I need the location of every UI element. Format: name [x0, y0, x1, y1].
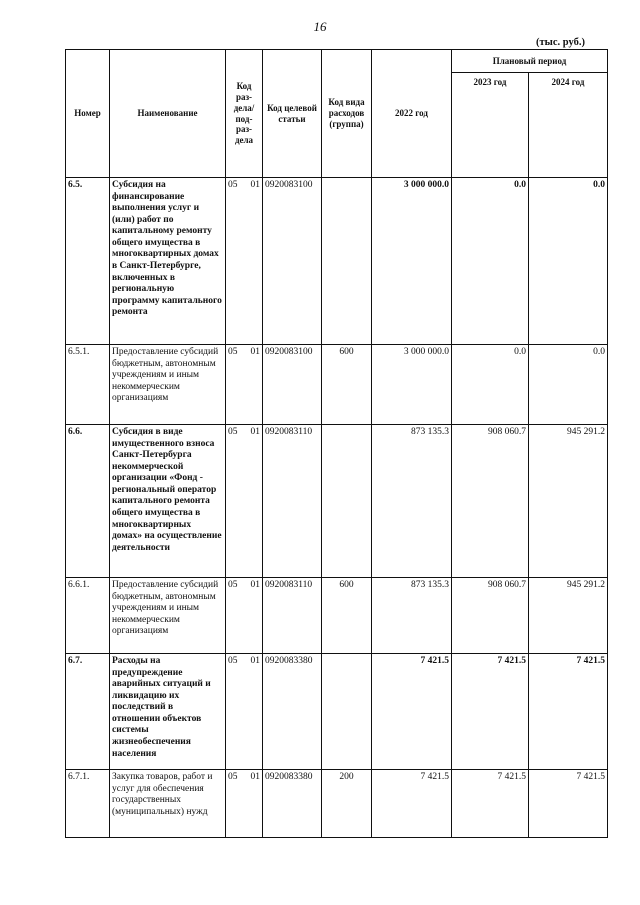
table-row	[66, 425, 608, 578]
header-row-top	[66, 50, 608, 73]
row-expense-type	[322, 178, 372, 345]
row-subsection: 01	[250, 580, 260, 590]
row-target-code: 0920083380	[263, 770, 322, 838]
row-target-code: 0920083380	[263, 654, 322, 770]
row-value-2022: 873 135.3	[372, 425, 452, 578]
row-value-2022: 3 000 000.0	[372, 178, 452, 345]
header-target-code: Код целевой статьи	[263, 50, 322, 178]
row-section: 05	[228, 180, 238, 190]
budget-table	[65, 49, 608, 838]
row-target-code: 0920083100	[263, 345, 322, 425]
table-row	[66, 345, 608, 425]
row-number: 6.7.1.	[66, 770, 110, 838]
row-section: 05	[228, 580, 238, 590]
row-number: 6.5.1.	[66, 345, 110, 425]
row-value-2024: 7 421.5	[529, 770, 608, 838]
row-expense-type: 600	[322, 578, 372, 654]
row-value-2022: 7 421.5	[372, 654, 452, 770]
row-value-2024: 0.0	[529, 345, 608, 425]
row-subsection: 01	[250, 180, 260, 190]
row-section-code	[226, 345, 263, 425]
row-section: 05	[228, 772, 238, 782]
row-value-2022: 873 135.3	[372, 578, 452, 654]
page-number: 16	[313, 19, 327, 34]
table-row	[66, 654, 608, 770]
row-expense-type	[322, 654, 372, 770]
row-subsection: 01	[250, 427, 260, 437]
row-target-code: 0920083110	[263, 425, 322, 578]
row-number: 6.5.	[66, 178, 110, 345]
row-value-2022: 3 000 000.0	[372, 345, 452, 425]
row-name: Закупка товаров, работ и услуг для обеспечения государственных (муниципальных) нужд	[110, 770, 226, 838]
header-planned-period: Плановый период	[452, 50, 608, 73]
row-value-2023: 0.0	[452, 345, 529, 425]
table-row	[66, 178, 608, 345]
row-value-2024: 945 291.2	[529, 425, 608, 578]
row-number: 6.6.	[66, 425, 110, 578]
header-name: Наименование	[110, 50, 226, 178]
row-expense-type	[322, 425, 372, 578]
units-label: (тыс. руб.)	[536, 37, 585, 48]
row-target-code: 0920083100	[263, 178, 322, 345]
row-target-code: 0920083110	[263, 578, 322, 654]
row-section: 05	[228, 427, 238, 437]
table-row	[66, 770, 608, 838]
header-number: Номер	[66, 50, 110, 178]
row-section-code	[226, 654, 263, 770]
row-section-code	[226, 178, 263, 345]
row-name: Предоставление субсидий бюджетным, автономным учреждениям и иным некоммерческим организациям	[110, 578, 226, 654]
row-value-2022: 7 421.5	[372, 770, 452, 838]
row-section: 05	[228, 656, 238, 666]
row-value-2024: 7 421.5	[529, 654, 608, 770]
row-value-2023: 0.0	[452, 178, 529, 345]
row-name: Расходы на предупреждение аварийных ситуаций и ликвидацию их последствий в отношении объектов системы жизнеобеспечения населения	[110, 654, 226, 770]
row-value-2023: 7 421.5	[452, 770, 529, 838]
row-subsection: 01	[250, 772, 260, 782]
row-expense-type: 600	[322, 345, 372, 425]
row-subsection: 01	[250, 347, 260, 357]
row-number: 6.7.	[66, 654, 110, 770]
header-expense-type-code: Код вида расходов (группа)	[322, 50, 372, 178]
header-year-2023: 2023 год	[452, 73, 529, 178]
row-number: 6.6.1.	[66, 578, 110, 654]
header-section-code: Код раз-дела/ под-раз-дела	[226, 50, 263, 178]
row-expense-type: 200	[322, 770, 372, 838]
row-value-2024: 945 291.2	[529, 578, 608, 654]
row-section-code	[226, 770, 263, 838]
row-value-2024: 0.0	[529, 178, 608, 345]
row-section-code	[226, 578, 263, 654]
row-name: Субсидия на финансирование выполнения услуг и (или) работ по капитальному ремонту общего имущества в многоквартирных домах в Санкт-Петербурге, включенных в региональную программу капитального ремонта	[110, 178, 226, 345]
row-section-code	[226, 425, 263, 578]
row-subsection: 01	[250, 656, 260, 666]
row-section: 05	[228, 347, 238, 357]
header-year-2024: 2024 год	[529, 73, 608, 178]
table-row	[66, 578, 608, 654]
row-value-2023: 908 060.7	[452, 578, 529, 654]
row-name: Субсидия в виде имущественного взноса Санкт-Петербурга некоммерческой организации «Фонд - региональный оператор капитального ремонта общего имущества в многоквартирных домах» на осуществление деятельности	[110, 425, 226, 578]
row-name: Предоставление субсидий бюджетным, автономным учреждениям и иным некоммерческим организациям	[110, 345, 226, 425]
row-value-2023: 908 060.7	[452, 425, 529, 578]
row-value-2023: 7 421.5	[452, 654, 529, 770]
header-year-2022: 2022 год	[372, 50, 452, 178]
